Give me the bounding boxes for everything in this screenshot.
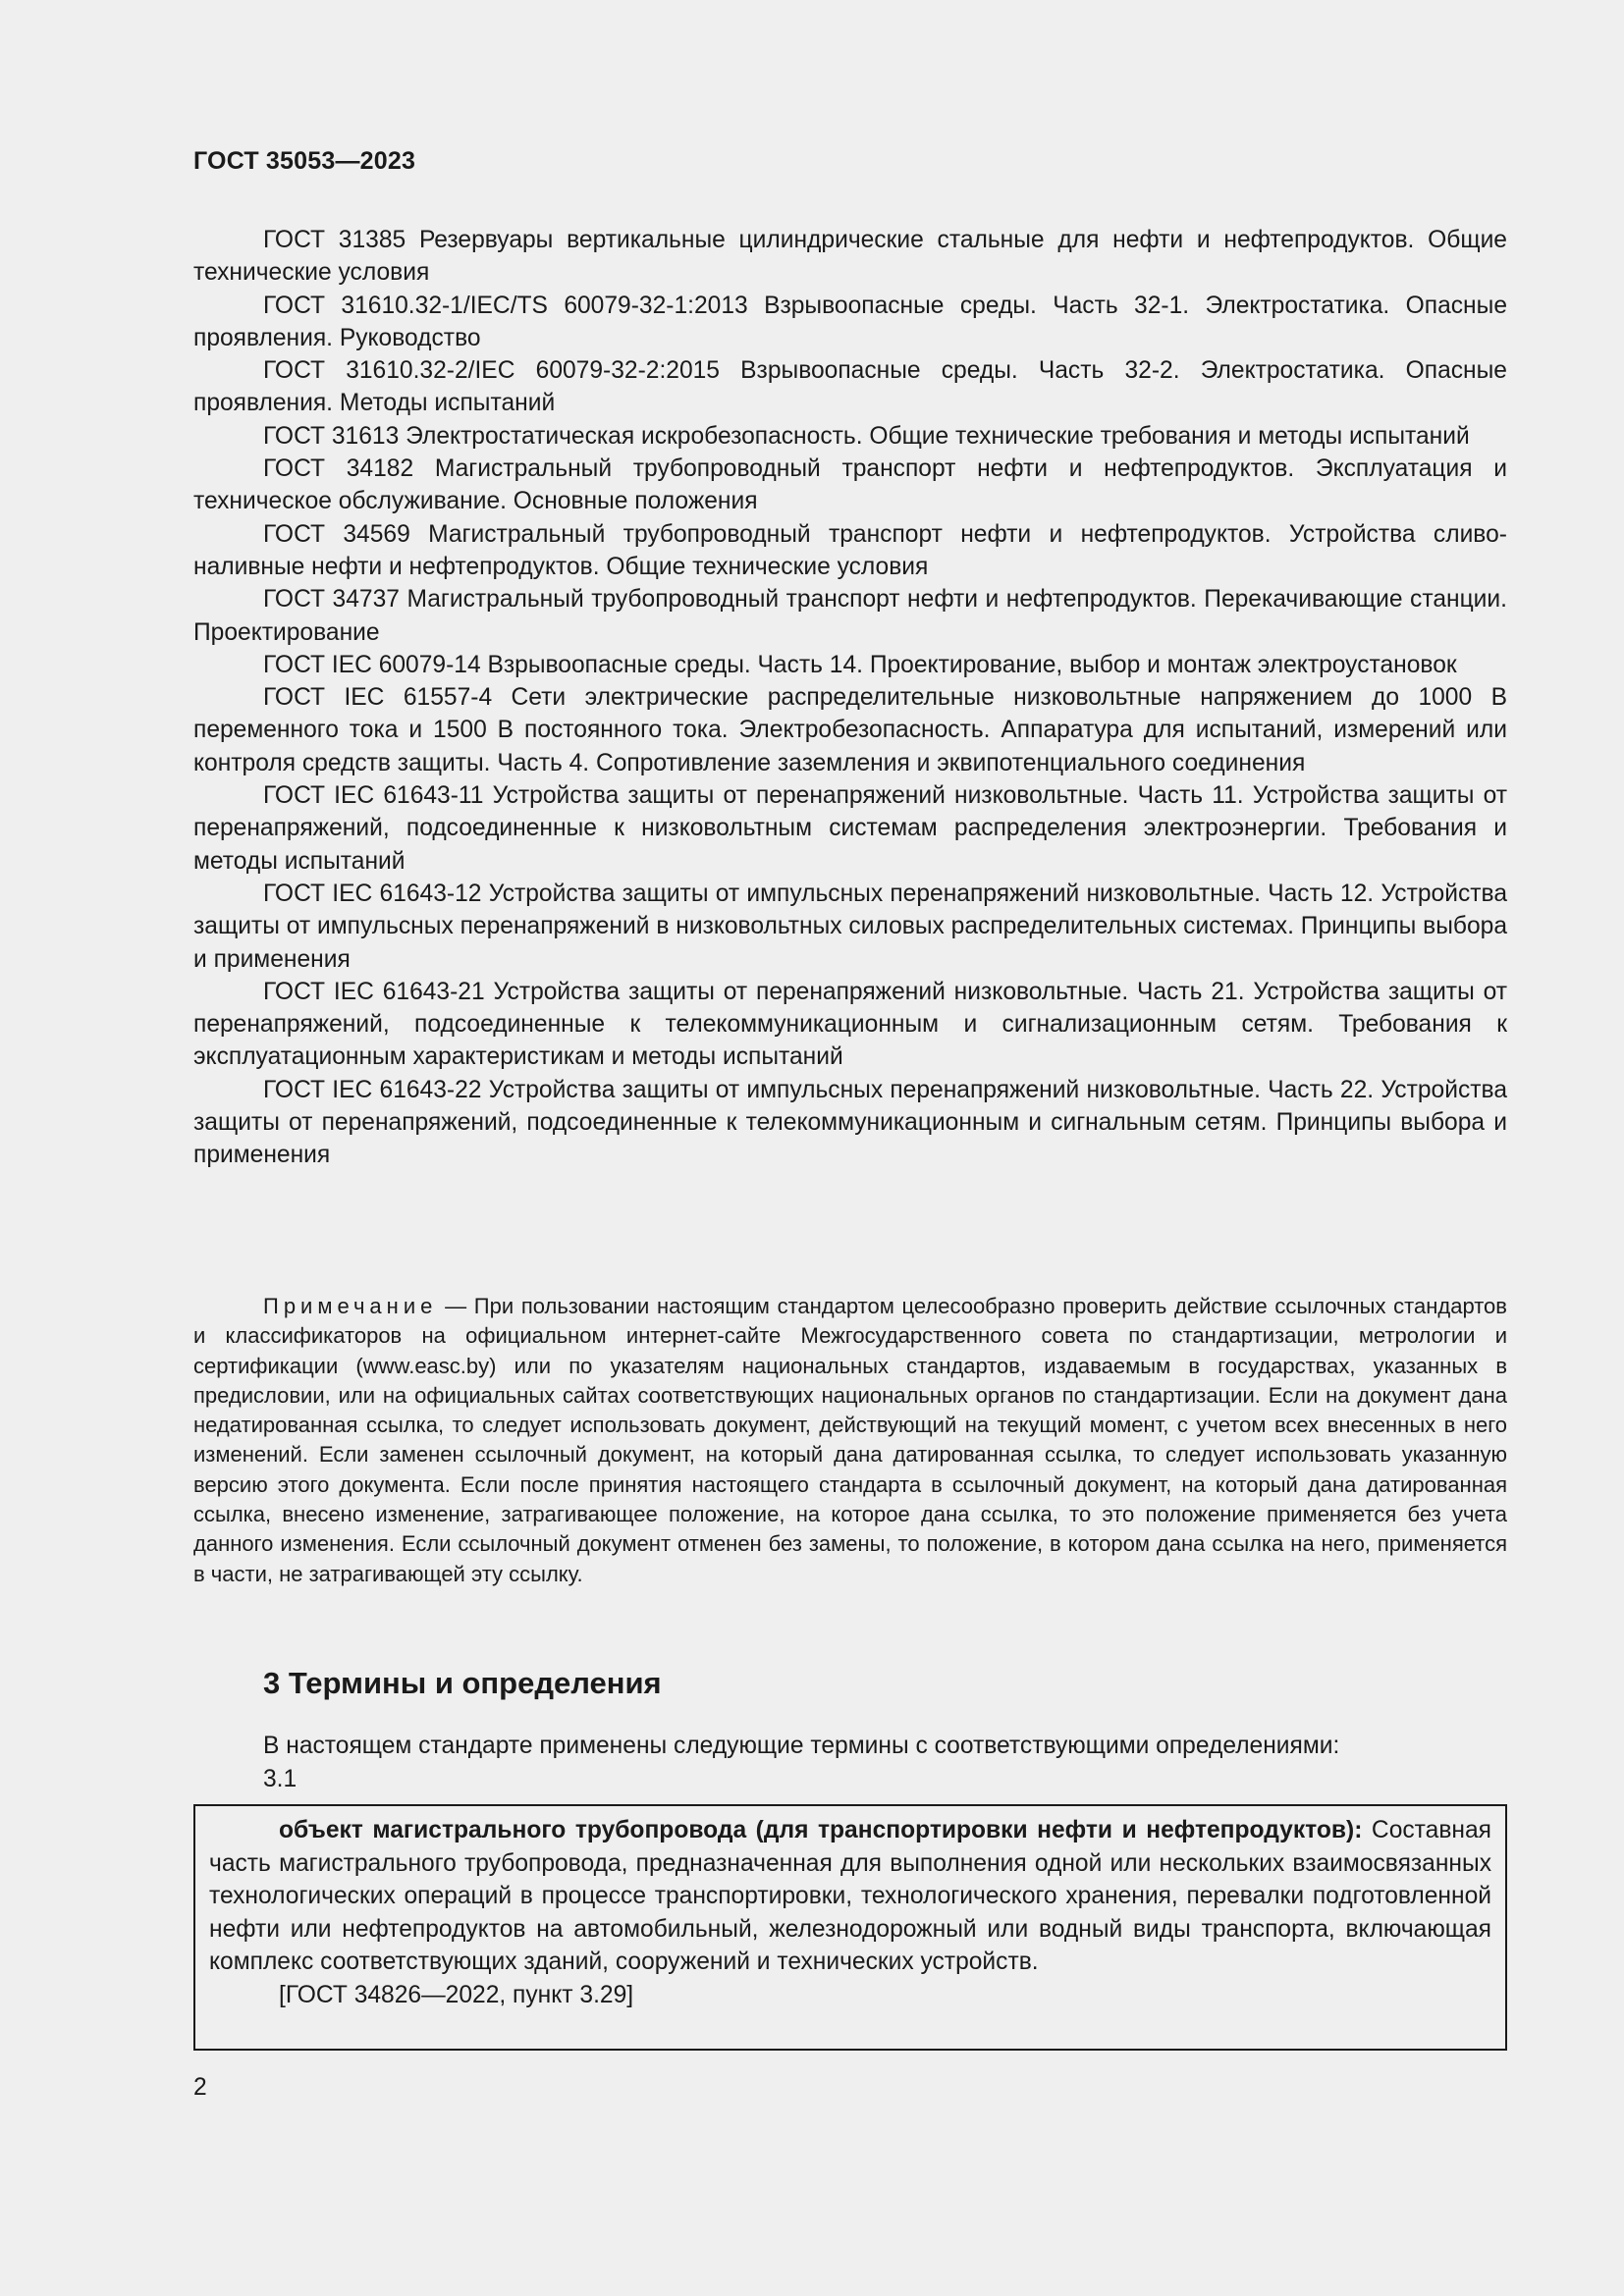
reference-item — [193, 1074, 1507, 1172]
reference-code: ГОСТ 34737 — [263, 586, 400, 614]
term-number: 3.1 — [263, 1765, 298, 1792]
reference-title: Взрывоопасные среды. Часть 32-1. Электростатика. Опасные проявления. Руководство — [193, 292, 1507, 351]
reference-title: Магистральный трубопроводный транспорт нефти и нефтепродуктов. Устройства сливо-наливные нефти и нефтепродуктов. Общие технические условия — [193, 520, 1507, 580]
term-definition-box — [193, 1804, 1507, 2051]
term-definition — [209, 1814, 1491, 1979]
term-source: [ГОСТ 34826—2022, пункт 3.29] — [279, 1981, 634, 2008]
reference-item — [193, 420, 1507, 453]
note-paragraph — [193, 1292, 1507, 1589]
term-definition-text: Составная часть магистрального трубопровода, предназначенная для выполнения одной или нескольких взаимосвязанных технологических операций в процессе транспортировки, технологического хранения, перевалки подготовленной нефти или нефтепродуктов на автомобильный, железнодорожный или водный виды транспорта, включающая комплекс соответствующих зданий, сооружений и технических устройств. — [209, 1817, 1491, 1975]
reference-title: Устройства защиты от перенапряжений низковольтные. Часть 21. Устройства защиты от перенапряжений, подсоединенные к телекоммуникационным и сигнализационным сетям. Требования к эксплуатационным характеристикам и методы испытаний — [193, 978, 1507, 1071]
reference-item — [193, 518, 1507, 584]
reference-item — [193, 354, 1507, 420]
document-header: ГОСТ 35053—2023 — [193, 147, 416, 175]
reference-item — [193, 453, 1507, 518]
reference-title: Резервуары вертикальные цилиндрические стальные для нефти и нефтепродуктов. Общие технические условия — [193, 227, 1507, 287]
reference-title: Магистральный трубопроводный транспорт нефти и нефтепродуктов. Перекачивающие станции. Проектирование — [193, 586, 1507, 646]
reference-code: ГОСТ 34569 — [263, 520, 410, 548]
reference-item — [193, 290, 1507, 355]
reference-item — [193, 779, 1507, 878]
page-number: 2 — [193, 2074, 207, 2101]
reference-title: Устройства защиты от перенапряжений низковольтные. Часть 11. Устройства защиты от перенапряжений, подсоединенные к низковольтным системам распределения электроэнергии. Требования и методы испытаний — [193, 782, 1507, 875]
reference-code: ГОСТ IEC 61643-22 — [263, 1076, 482, 1103]
reference-item — [193, 976, 1507, 1074]
reference-title: Устройства защиты от импульсных перенапряжений низковольтные. Часть 12. Устройства защиты от импульсных перенапряжений в низковольтных силовых распределительных системах. Принципы выбора и применения — [193, 880, 1507, 973]
note-text: — При пользовании настоящим стандартом целесообразно проверить действие ссылочных стандартов и классификаторов на официальном интернет-сайте Межгосударственного совета по стандартизации, метрологии и сертификации (www.easc.by) или по указателям национальных стандартов, издаваемым в государствах, указанных в предисловии, или на официальных сайтах соответствующих национальных органов по стандартизации. Если на документ дана недатированная ссылка, то следует использовать документ, действующий на текущий момент, с учетом всех внесенных в него изменений. Если заменен ссылочный документ, на который дана датированная ссылка, то следует использовать указанную версию этого документа. Если после принятия настоящего стандарта в ссылочный документ, на который дана датированная ссылка, внесено изменение, затрагивающее положение, на которое дана ссылка, то это положение применяется без учета данного изменения. Если ссылочный документ отменен без замены, то положение, в котором дана ссылка на него, применяется в части, не затрагивающей эту ссылку. — [193, 1294, 1507, 1586]
reference-code: ГОСТ 31385 — [263, 227, 406, 253]
reference-title: Сети электрические распределительные низковольтные напряжением до 1000 В переменного тока и 1500 В постоянного тока. Электробезопасность. Аппаратура для испытаний, измерений или контроля средств защиты. Часть 4. Сопротивление заземления и эквипотенциального соединения — [193, 684, 1507, 776]
reference-code: ГОСТ IEC 61643-12 — [263, 880, 482, 907]
section-intro-text: В настоящем стандарте применены следующие термины с соответствующими определениями: — [263, 1733, 1340, 1759]
reference-code: ГОСТ 31610.32-1/IEC/TS 60079-32-1:2013 — [263, 292, 748, 319]
reference-code: ГОСТ IEC 61643-21 — [263, 978, 485, 1005]
reference-code: ГОСТ 31613 — [263, 422, 400, 450]
term-name: объект магистрального трубопровода (для транспортировки нефти и нефтепродуктов): — [279, 1817, 1363, 1843]
reference-title: Электростатическая искробезопасность. Общие технические требования и методы испытаний — [406, 422, 1470, 450]
reference-title: Устройства защиты от импульсных перенапряжений низковольтные. Часть 22. Устройства защиты от перенапряжений, подсоединенные к телекоммуникационным и сигнальным сетям. Принципы выбора и применения — [193, 1076, 1507, 1169]
reference-code: ГОСТ IEC 61643-11 — [263, 782, 484, 810]
reference-code: ГОСТ 31610.32-2/IEC 60079-32-2:2015 — [263, 357, 720, 385]
reference-item — [193, 224, 1507, 290]
reference-title: Взрывоопасные среды. Часть 32-2. Электростатика. Опасные проявления. Методы испытаний — [193, 357, 1507, 417]
reference-item — [193, 878, 1507, 976]
reference-code: ГОСТ 34182 — [263, 455, 414, 483]
section-title: 3 Термины и определения — [263, 1666, 662, 1700]
section-intro — [263, 1730, 1339, 1795]
reference-title: Магистральный трубопроводный транспорт нефти и нефтепродуктов. Эксплуатация и техническое обслуживание. Основные положения — [193, 455, 1507, 515]
reference-item — [193, 681, 1507, 779]
reference-title: Взрывоопасные среды. Часть 14. Проектирование, выбор и монтаж электроустановок — [487, 651, 1457, 678]
reference-item — [193, 583, 1507, 649]
note-label: Примечание — [263, 1294, 438, 1318]
reference-item — [193, 649, 1507, 681]
normative-references-list — [193, 224, 1507, 1172]
reference-code: ГОСТ IEC 60079-14 — [263, 651, 481, 678]
reference-code: ГОСТ IEC 61557-4 — [263, 684, 493, 712]
